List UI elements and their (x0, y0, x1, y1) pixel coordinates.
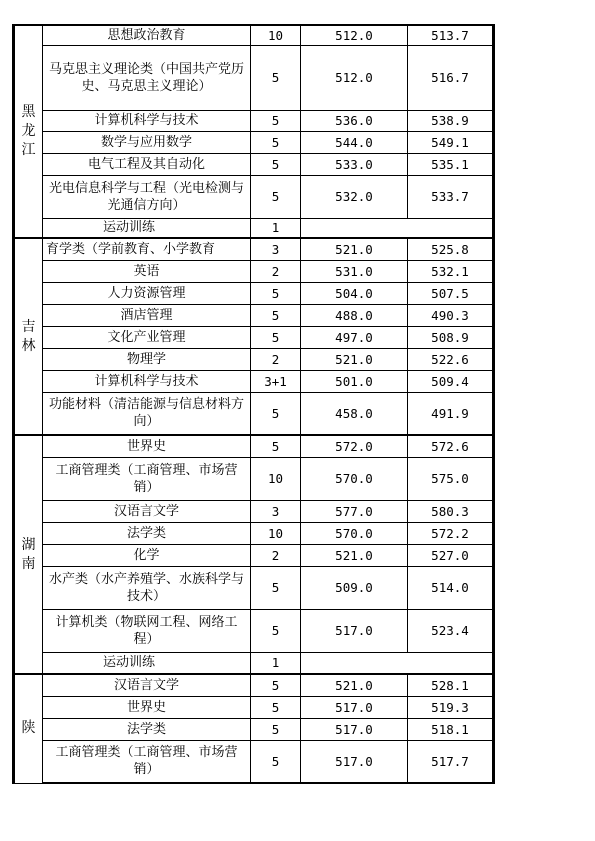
avg-score-cell: 491.9 (408, 392, 494, 435)
table-row (14, 566, 494, 609)
plan-count-cell: 2 (251, 348, 301, 370)
avg-score-cell: 580.3 (408, 500, 494, 522)
min-score-cell: 488.0 (301, 304, 408, 326)
plan-count-cell: 5 (251, 609, 301, 652)
avg-score-cell: 513.7 (408, 25, 494, 45)
plan-count-cell: 5 (251, 566, 301, 609)
avg-score-cell: 509.4 (408, 370, 494, 392)
avg-score-cell: 525.8 (408, 238, 494, 260)
min-score-cell: 512.0 (301, 25, 408, 45)
avg-score-cell: 528.1 (408, 674, 494, 696)
plan-count-cell: 5 (251, 718, 301, 740)
table-row (14, 522, 494, 544)
min-score-cell: 533.0 (301, 153, 408, 175)
major-name-cell: 数学与应用数学 (43, 131, 251, 153)
min-score-cell: 458.0 (301, 392, 408, 435)
table-row (14, 218, 494, 238)
min-score-cell: 517.0 (301, 609, 408, 652)
avg-score-cell: 518.1 (408, 718, 494, 740)
table-row (14, 718, 494, 740)
province-label: 陕 (21, 720, 36, 737)
table-row (14, 696, 494, 718)
min-score-cell: 521.0 (301, 238, 408, 260)
min-score-cell: 531.0 (301, 260, 408, 282)
major-name-cell: 世界史 (43, 435, 251, 457)
major-name-cell: 计算机类（物联网工程、网络工程） (43, 609, 251, 652)
plan-count-cell: 2 (251, 260, 301, 282)
major-name-cell: 运动训练 (43, 652, 251, 674)
min-score-cell: 509.0 (301, 566, 408, 609)
min-score-cell: 521.0 (301, 674, 408, 696)
min-score-cell: 521.0 (301, 348, 408, 370)
avg-score-cell: 527.0 (408, 544, 494, 566)
major-name-cell: 世界史 (43, 696, 251, 718)
province-label: 吉林 (21, 318, 36, 354)
avg-score-cell: 519.3 (408, 696, 494, 718)
major-name-cell: 文化产业管理 (43, 326, 251, 348)
min-score-cell: 517.0 (301, 718, 408, 740)
min-score-cell: 570.0 (301, 457, 408, 500)
major-name-cell: 思想政治教育 (43, 25, 251, 45)
avg-score-cell: 549.1 (408, 131, 494, 153)
avg-score-cell: 538.9 (408, 110, 494, 131)
plan-count-cell: 10 (251, 25, 301, 45)
min-score-cell: 517.0 (301, 696, 408, 718)
min-score-cell: 577.0 (301, 500, 408, 522)
province-cell (14, 25, 43, 238)
major-name-cell: 电气工程及其自动化 (43, 153, 251, 175)
major-name-cell: 人力资源管理 (43, 282, 251, 304)
plan-count-cell: 5 (251, 674, 301, 696)
plan-count-cell: 5 (251, 45, 301, 110)
province-cell (14, 238, 43, 435)
table-row (14, 153, 494, 175)
plan-count-cell: 5 (251, 392, 301, 435)
major-name-cell: 育学类（学前教育、小学教育 (43, 238, 251, 260)
table-row (14, 500, 494, 522)
province-label: 湖南 (21, 536, 36, 572)
table-row (14, 457, 494, 500)
min-score-cell: 501.0 (301, 370, 408, 392)
table-row (14, 435, 494, 457)
plan-count-cell: 3 (251, 500, 301, 522)
major-name-cell: 光电信息科学与工程（光电检测与光通信方向） (43, 175, 251, 218)
avg-score-cell: 572.2 (408, 522, 494, 544)
table-row (14, 45, 494, 110)
major-name-cell: 酒店管理 (43, 304, 251, 326)
province-cell (14, 435, 43, 674)
avg-score-cell: 517.7 (408, 740, 494, 783)
empty-score-cell (301, 652, 494, 674)
min-score-cell: 570.0 (301, 522, 408, 544)
min-score-cell: 497.0 (301, 326, 408, 348)
plan-count-cell: 5 (251, 435, 301, 457)
table-row (14, 370, 494, 392)
min-score-cell: 532.0 (301, 175, 408, 218)
table-row (14, 238, 494, 260)
avg-score-cell: 523.4 (408, 609, 494, 652)
major-name-cell: 化学 (43, 544, 251, 566)
major-name-cell: 水产类（水产养殖学、水族科学与技术） (43, 566, 251, 609)
table-body (14, 25, 494, 783)
min-score-cell: 504.0 (301, 282, 408, 304)
table-row (14, 544, 494, 566)
major-name-cell: 汉语言文学 (43, 674, 251, 696)
major-name-cell: 工商管理类（工商管理、市场营销） (43, 740, 251, 783)
plan-count-cell: 1 (251, 652, 301, 674)
major-name-cell: 物理学 (43, 348, 251, 370)
major-name-cell: 法学类 (43, 522, 251, 544)
table-row (14, 348, 494, 370)
major-name-cell: 英语 (43, 260, 251, 282)
table-row (14, 740, 494, 783)
plan-count-cell: 5 (251, 110, 301, 131)
major-name-cell: 汉语言文学 (43, 500, 251, 522)
major-name-cell: 计算机科学与技术 (43, 370, 251, 392)
avg-score-cell: 514.0 (408, 566, 494, 609)
table-row (14, 110, 494, 131)
min-score-cell: 544.0 (301, 131, 408, 153)
province-label: 黑龙江 (21, 104, 36, 158)
avg-score-cell: 516.7 (408, 45, 494, 110)
table-row (14, 260, 494, 282)
table-row (14, 25, 494, 45)
avg-score-cell: 490.3 (408, 304, 494, 326)
plan-count-cell: 5 (251, 696, 301, 718)
avg-score-cell: 575.0 (408, 457, 494, 500)
major-name-cell: 法学类 (43, 718, 251, 740)
plan-count-cell: 5 (251, 131, 301, 153)
major-name-cell: 运动训练 (43, 218, 251, 238)
major-name-cell: 计算机科学与技术 (43, 110, 251, 131)
table-row (14, 609, 494, 652)
min-score-cell: 572.0 (301, 435, 408, 457)
avg-score-cell: 572.6 (408, 435, 494, 457)
plan-count-cell: 3 (251, 238, 301, 260)
plan-count-cell: 10 (251, 457, 301, 500)
plan-count-cell: 3+1 (251, 370, 301, 392)
avg-score-cell: 507.5 (408, 282, 494, 304)
avg-score-cell: 522.6 (408, 348, 494, 370)
plan-count-cell: 2 (251, 544, 301, 566)
province-cell (14, 674, 43, 783)
table-row (14, 674, 494, 696)
plan-count-cell: 1 (251, 218, 301, 238)
table-row (14, 652, 494, 674)
table-row (14, 282, 494, 304)
major-name-cell: 工商管理类（工商管理、市场营销） (43, 457, 251, 500)
table-row (14, 392, 494, 435)
min-score-cell: 521.0 (301, 544, 408, 566)
table-row (14, 304, 494, 326)
avg-score-cell: 533.7 (408, 175, 494, 218)
empty-score-cell (301, 218, 494, 238)
avg-score-cell: 532.1 (408, 260, 494, 282)
avg-score-cell: 535.1 (408, 153, 494, 175)
major-name-cell: 功能材料（清洁能源与信息材料方向） (43, 392, 251, 435)
table-row (14, 131, 494, 153)
min-score-cell: 536.0 (301, 110, 408, 131)
plan-count-cell: 10 (251, 522, 301, 544)
table-row (14, 175, 494, 218)
plan-count-cell: 5 (251, 740, 301, 783)
min-score-cell: 512.0 (301, 45, 408, 110)
plan-count-cell: 5 (251, 175, 301, 218)
plan-count-cell: 5 (251, 153, 301, 175)
plan-count-cell: 5 (251, 304, 301, 326)
min-score-cell: 517.0 (301, 740, 408, 783)
admission-score-table (12, 24, 492, 784)
plan-count-cell: 5 (251, 326, 301, 348)
table-row (14, 326, 494, 348)
plan-count-cell: 5 (251, 282, 301, 304)
major-name-cell: 马克思主义理论类（中国共产党历史、马克思主义理论） (43, 45, 251, 110)
avg-score-cell: 508.9 (408, 326, 494, 348)
